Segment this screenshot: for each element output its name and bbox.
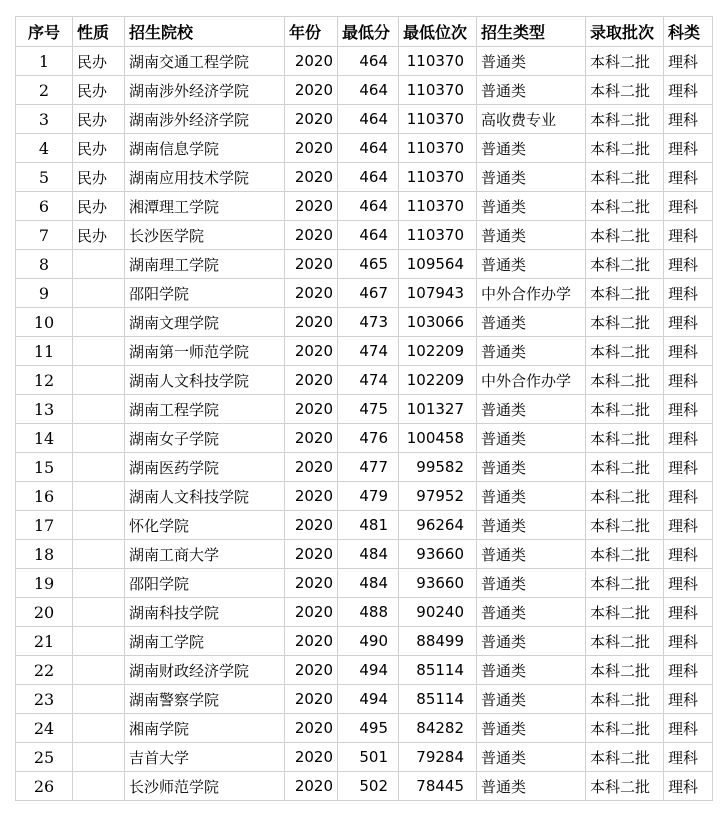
cell-batch: 本科二批 [586,540,664,569]
cell-batch: 本科二批 [586,337,664,366]
cell-school: 湖南文理学院 [125,308,285,337]
table-row [16,47,713,76]
cell-school: 怀化学院 [125,511,285,540]
cell-year: 2020 [285,76,338,105]
cell-batch: 本科二批 [586,424,664,453]
cell-min-score: 481 [338,511,399,540]
cell-min-score: 474 [338,366,399,395]
cell-nature [73,656,125,685]
cell-nature: 民办 [73,47,125,76]
cell-batch: 本科二批 [586,598,664,627]
cell-school: 湖南工程学院 [125,395,285,424]
table-row [16,627,713,656]
cell-year: 2020 [285,134,338,163]
header-min-rank: 最低位次 [399,17,477,47]
header-subject: 科类 [664,17,713,47]
cell-index: 22 [16,656,73,685]
cell-type: 普通类 [477,511,586,540]
cell-year: 2020 [285,250,338,279]
header-year: 年份 [285,17,338,47]
cell-nature: 民办 [73,76,125,105]
cell-year: 2020 [285,337,338,366]
cell-school: 湖南应用技术学院 [125,163,285,192]
cell-type: 普通类 [477,569,586,598]
cell-min-score: 475 [338,395,399,424]
cell-index: 15 [16,453,73,482]
cell-nature [73,569,125,598]
cell-min-rank: 110370 [399,192,477,221]
table-row [16,337,713,366]
cell-batch: 本科二批 [586,627,664,656]
cell-min-score: 464 [338,192,399,221]
cell-type: 普通类 [477,163,586,192]
cell-year: 2020 [285,511,338,540]
cell-index: 14 [16,424,73,453]
cell-batch: 本科二批 [586,192,664,221]
cell-school: 湖南女子学院 [125,424,285,453]
cell-subject: 理科 [664,685,713,714]
cell-school: 湖南科技学院 [125,598,285,627]
cell-batch: 本科二批 [586,743,664,772]
cell-subject: 理科 [664,453,713,482]
admission-table [15,16,713,801]
cell-min-rank: 110370 [399,105,477,134]
cell-min-rank: 103066 [399,308,477,337]
cell-type: 普通类 [477,656,586,685]
cell-school: 湖南人文科技学院 [125,366,285,395]
cell-subject: 理科 [664,424,713,453]
cell-min-rank: 97952 [399,482,477,511]
cell-nature [73,250,125,279]
cell-nature: 民办 [73,221,125,250]
cell-min-rank: 101327 [399,395,477,424]
cell-type: 普通类 [477,221,586,250]
cell-min-rank: 93660 [399,569,477,598]
cell-min-score: 474 [338,337,399,366]
cell-min-rank: 79284 [399,743,477,772]
table-row [16,250,713,279]
cell-subject: 理科 [664,134,713,163]
cell-nature: 民办 [73,105,125,134]
cell-batch: 本科二批 [586,685,664,714]
cell-subject: 理科 [664,540,713,569]
cell-nature [73,772,125,801]
cell-batch: 本科二批 [586,134,664,163]
cell-school: 邵阳学院 [125,279,285,308]
cell-school: 吉首大学 [125,743,285,772]
cell-index: 12 [16,366,73,395]
cell-school: 湘南学院 [125,714,285,743]
cell-min-rank: 110370 [399,221,477,250]
cell-min-score: 484 [338,569,399,598]
cell-type: 普通类 [477,134,586,163]
cell-subject: 理科 [664,279,713,308]
cell-type: 普通类 [477,453,586,482]
header-nature: 性质 [73,17,125,47]
table-row [16,366,713,395]
cell-index: 1 [16,47,73,76]
cell-min-score: 464 [338,163,399,192]
cell-index: 26 [16,772,73,801]
cell-school: 湖南人文科技学院 [125,482,285,511]
cell-min-score: 488 [338,598,399,627]
cell-type: 普通类 [477,308,586,337]
cell-year: 2020 [285,598,338,627]
cell-batch: 本科二批 [586,569,664,598]
cell-min-rank: 84282 [399,714,477,743]
cell-min-score: 473 [338,308,399,337]
cell-type: 普通类 [477,337,586,366]
cell-min-score: 465 [338,250,399,279]
cell-year: 2020 [285,656,338,685]
table-row [16,192,713,221]
table-row [16,685,713,714]
table-row [16,598,713,627]
cell-school: 湖南警察学院 [125,685,285,714]
cell-batch: 本科二批 [586,656,664,685]
table-row [16,453,713,482]
cell-subject: 理科 [664,221,713,250]
table-row [16,221,713,250]
cell-index: 18 [16,540,73,569]
cell-school: 邵阳学院 [125,569,285,598]
cell-year: 2020 [285,772,338,801]
cell-index: 21 [16,627,73,656]
cell-nature [73,424,125,453]
cell-year: 2020 [285,395,338,424]
cell-year: 2020 [285,105,338,134]
table-row [16,163,713,192]
cell-min-score: 501 [338,743,399,772]
header-index: 序号 [16,17,73,47]
cell-min-score: 490 [338,627,399,656]
table-row [16,511,713,540]
cell-min-score: 464 [338,105,399,134]
cell-school: 湖南理工学院 [125,250,285,279]
cell-min-rank: 110370 [399,76,477,105]
cell-school: 长沙医学院 [125,221,285,250]
cell-index: 3 [16,105,73,134]
cell-min-rank: 85114 [399,685,477,714]
cell-nature [73,279,125,308]
cell-min-rank: 102209 [399,337,477,366]
cell-subject: 理科 [664,47,713,76]
table-row [16,76,713,105]
cell-index: 16 [16,482,73,511]
cell-min-rank: 102209 [399,366,477,395]
cell-school: 湖南医药学院 [125,453,285,482]
cell-nature [73,308,125,337]
cell-min-rank: 99582 [399,453,477,482]
cell-min-rank: 90240 [399,598,477,627]
cell-nature [73,540,125,569]
cell-type: 普通类 [477,685,586,714]
cell-min-score: 502 [338,772,399,801]
cell-school: 湖南财政经济学院 [125,656,285,685]
header-min-score: 最低分 [338,17,399,47]
cell-subject: 理科 [664,656,713,685]
cell-type: 高收费专业 [477,105,586,134]
cell-nature [73,598,125,627]
cell-school: 长沙师范学院 [125,772,285,801]
cell-type: 普通类 [477,395,586,424]
cell-index: 5 [16,163,73,192]
cell-min-score: 464 [338,134,399,163]
cell-min-score: 464 [338,47,399,76]
cell-batch: 本科二批 [586,511,664,540]
cell-year: 2020 [285,743,338,772]
table-row [16,743,713,772]
cell-school: 湖南涉外经济学院 [125,76,285,105]
cell-year: 2020 [285,163,338,192]
cell-nature [73,685,125,714]
cell-index: 4 [16,134,73,163]
table-row [16,772,713,801]
cell-year: 2020 [285,482,338,511]
table-row [16,105,713,134]
cell-batch: 本科二批 [586,163,664,192]
cell-year: 2020 [285,627,338,656]
table-row [16,540,713,569]
cell-batch: 本科二批 [586,772,664,801]
cell-year: 2020 [285,424,338,453]
cell-batch: 本科二批 [586,308,664,337]
cell-type: 中外合作办学 [477,366,586,395]
cell-year: 2020 [285,540,338,569]
cell-index: 7 [16,221,73,250]
cell-index: 13 [16,395,73,424]
cell-nature: 民办 [73,134,125,163]
cell-type: 普通类 [477,743,586,772]
table-row [16,569,713,598]
cell-min-rank: 85114 [399,656,477,685]
cell-min-score: 484 [338,540,399,569]
cell-type: 普通类 [477,47,586,76]
cell-type: 普通类 [477,714,586,743]
header-batch: 录取批次 [586,17,664,47]
cell-subject: 理科 [664,192,713,221]
cell-batch: 本科二批 [586,76,664,105]
table-header-row [16,17,713,47]
cell-nature [73,743,125,772]
cell-type: 普通类 [477,627,586,656]
cell-batch: 本科二批 [586,105,664,134]
cell-school: 湘潭理工学院 [125,192,285,221]
cell-nature [73,395,125,424]
cell-index: 17 [16,511,73,540]
cell-type: 普通类 [477,76,586,105]
cell-year: 2020 [285,308,338,337]
cell-year: 2020 [285,366,338,395]
cell-index: 8 [16,250,73,279]
cell-min-score: 464 [338,221,399,250]
cell-min-score: 495 [338,714,399,743]
cell-nature: 民办 [73,163,125,192]
cell-min-rank: 93660 [399,540,477,569]
cell-nature: 民办 [73,192,125,221]
cell-subject: 理科 [664,569,713,598]
cell-min-score: 464 [338,76,399,105]
cell-type: 普通类 [477,540,586,569]
cell-index: 23 [16,685,73,714]
cell-subject: 理科 [664,308,713,337]
cell-subject: 理科 [664,627,713,656]
table-body [16,47,713,801]
cell-batch: 本科二批 [586,395,664,424]
cell-index: 10 [16,308,73,337]
cell-subject: 理科 [664,337,713,366]
cell-year: 2020 [285,569,338,598]
cell-subject: 理科 [664,743,713,772]
cell-index: 2 [16,76,73,105]
table-row [16,656,713,685]
cell-type: 普通类 [477,250,586,279]
table-row [16,279,713,308]
cell-year: 2020 [285,685,338,714]
cell-min-rank: 78445 [399,772,477,801]
cell-subject: 理科 [664,163,713,192]
cell-batch: 本科二批 [586,714,664,743]
cell-nature [73,366,125,395]
cell-school: 湖南交通工程学院 [125,47,285,76]
cell-nature [73,714,125,743]
cell-year: 2020 [285,47,338,76]
cell-type: 中外合作办学 [477,279,586,308]
cell-school: 湖南第一师范学院 [125,337,285,366]
cell-year: 2020 [285,192,338,221]
table-row [16,424,713,453]
cell-type: 普通类 [477,192,586,221]
cell-min-score: 479 [338,482,399,511]
cell-subject: 理科 [664,76,713,105]
cell-min-rank: 88499 [399,627,477,656]
cell-index: 25 [16,743,73,772]
cell-school: 湖南涉外经济学院 [125,105,285,134]
cell-index: 6 [16,192,73,221]
cell-min-rank: 100458 [399,424,477,453]
cell-subject: 理科 [664,250,713,279]
cell-min-rank: 110370 [399,134,477,163]
cell-school: 湖南工学院 [125,627,285,656]
cell-subject: 理科 [664,105,713,134]
cell-subject: 理科 [664,395,713,424]
cell-min-score: 467 [338,279,399,308]
cell-year: 2020 [285,279,338,308]
cell-nature [73,627,125,656]
cell-subject: 理科 [664,482,713,511]
cell-index: 9 [16,279,73,308]
cell-nature [73,482,125,511]
cell-min-rank: 110370 [399,47,477,76]
cell-index: 11 [16,337,73,366]
cell-type: 普通类 [477,598,586,627]
cell-min-rank: 109564 [399,250,477,279]
cell-year: 2020 [285,714,338,743]
cell-index: 20 [16,598,73,627]
cell-type: 普通类 [477,772,586,801]
cell-year: 2020 [285,221,338,250]
cell-batch: 本科二批 [586,47,664,76]
cell-year: 2020 [285,453,338,482]
cell-type: 普通类 [477,482,586,511]
cell-nature [73,337,125,366]
cell-min-score: 476 [338,424,399,453]
cell-batch: 本科二批 [586,250,664,279]
cell-batch: 本科二批 [586,482,664,511]
cell-school: 湖南信息学院 [125,134,285,163]
cell-min-score: 494 [338,656,399,685]
cell-min-score: 494 [338,685,399,714]
cell-batch: 本科二批 [586,279,664,308]
table-row [16,134,713,163]
cell-subject: 理科 [664,511,713,540]
cell-subject: 理科 [664,714,713,743]
cell-type: 普通类 [477,424,586,453]
cell-subject: 理科 [664,772,713,801]
table-row [16,482,713,511]
cell-nature [73,453,125,482]
cell-subject: 理科 [664,366,713,395]
cell-batch: 本科二批 [586,366,664,395]
cell-batch: 本科二批 [586,453,664,482]
header-type: 招生类型 [477,17,586,47]
cell-index: 24 [16,714,73,743]
table-row [16,395,713,424]
cell-min-rank: 96264 [399,511,477,540]
cell-min-score: 477 [338,453,399,482]
header-school: 招生院校 [125,17,285,47]
cell-batch: 本科二批 [586,221,664,250]
cell-min-rank: 110370 [399,163,477,192]
cell-index: 19 [16,569,73,598]
table-row [16,308,713,337]
cell-school: 湖南工商大学 [125,540,285,569]
cell-subject: 理科 [664,598,713,627]
cell-min-rank: 107943 [399,279,477,308]
cell-nature [73,511,125,540]
table-row [16,714,713,743]
